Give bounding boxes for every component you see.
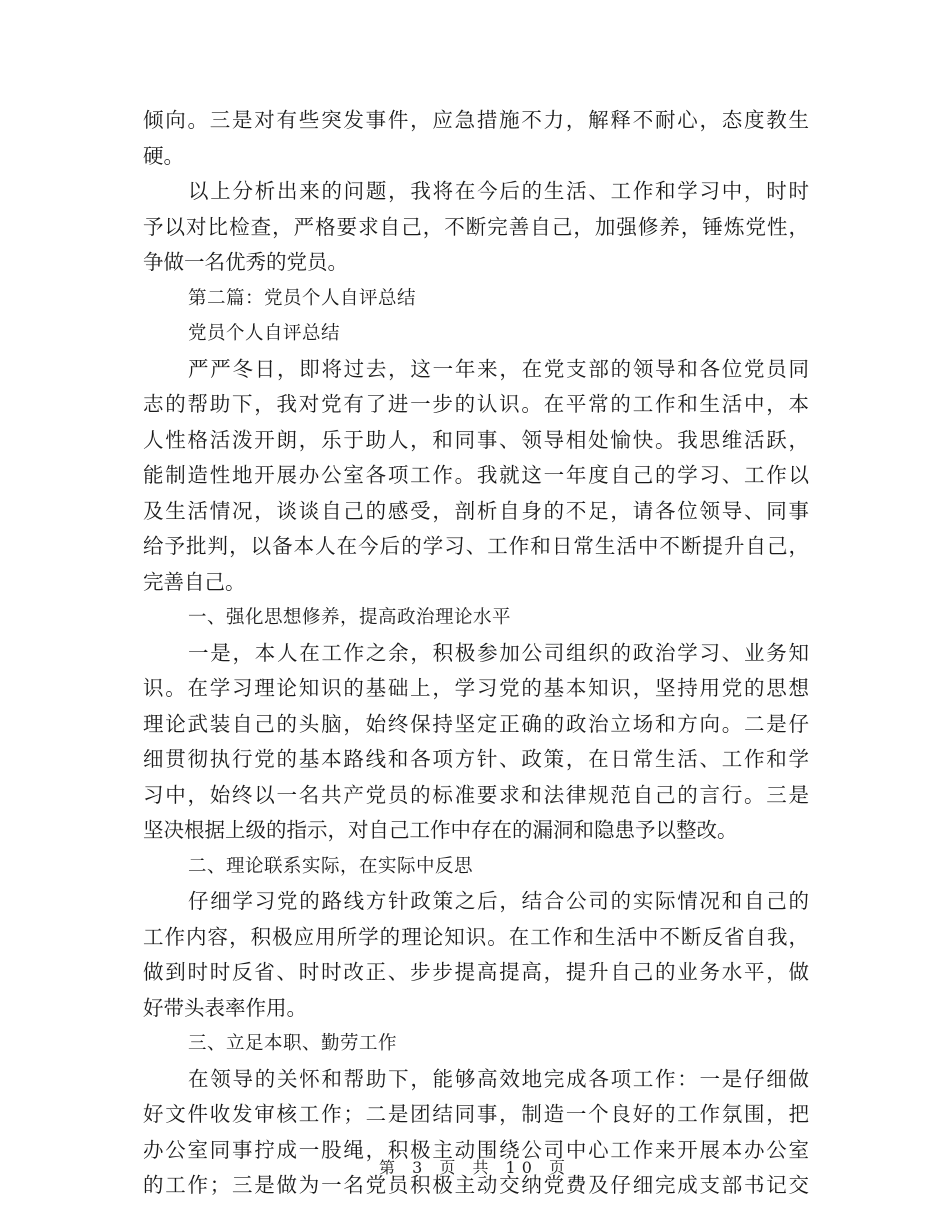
paragraph-line: 能制造性地开展办公室各项工作。我就这一年度自己的学习、工作以 <box>143 463 809 487</box>
paragraph-line: 以上分析出来的问题，我将在今后的生活、工作和学习中，时时 <box>188 179 809 203</box>
paragraph-line: 争做一名优秀的党员。 <box>143 250 348 274</box>
section-heading-line: 二、理论联系实际，在实际中反思 <box>188 855 474 877</box>
paragraph-line: 硬。 <box>143 143 184 168</box>
document-body <box>143 103 809 1204</box>
paragraph-line: 志的帮助下，我对党有了进一步的认识。在平常的工作和生活中，本 <box>143 392 809 416</box>
paragraph-line: 及生活情况，谈谈自己的感受，剖析自身的不足，请各位领导、同事 <box>143 498 809 523</box>
page-number-footer: 第 3 页 共 10 页 <box>379 1158 571 1177</box>
paragraph-line: 严严冬日，即将过去，这一年来，在党支部的领导和各位党员同 <box>188 356 809 381</box>
paragraph-line: 倾向。三是对有些突发事件，应急措施不力，解释不耐心，态度教生 <box>143 108 809 132</box>
paragraph-line: 予以对比检查，严格要求自己，不断完善自己，加强修养，锤炼党性， <box>143 214 809 239</box>
paragraph-line: 完善自己。 <box>143 569 246 594</box>
paragraph-line: 办公室同事拧成一股绳，积极主动围绕公司中心工作来开展本办公室 <box>143 1137 809 1162</box>
paragraph-line: 一是，本人在工作之余，积极参加公司组织的政治学习、业务知 <box>188 640 809 665</box>
paragraph-line: 坚决根据上级的指示，对自己工作中存在的漏洞和隐患予以整改。 <box>143 818 738 842</box>
paragraph-line: 仔细学习党的路线方针政策之后，结合公司的实际情况和自己的 <box>188 889 809 913</box>
paragraph-line: 好文件收发审核工作；二是团结同事，制造一个良好的工作氛围，把 <box>143 1102 809 1126</box>
paragraph-line: 细贯彻执行党的基本路线和各项方针、政策，在日常生活、工作和学 <box>143 747 809 771</box>
paragraph-line: 人性格活泼开朗，乐于助人，和同事、领导相处愉快。我思维活跃， <box>143 427 809 452</box>
section-heading-line: 三、立足本职、勤劳工作 <box>188 1033 398 1054</box>
section-heading-line: 党员个人自评总结 <box>188 323 341 344</box>
paragraph-line: 识。在学习理论知识的基础上，学习党的基本知识，坚持用党的思想 <box>143 676 809 700</box>
paragraph-line: 理论武装自己的头脑，始终保持坚定正确的政治立场和方向。二是仔 <box>143 711 809 736</box>
section-heading-line: 第二篇：党员个人自评总结 <box>188 287 417 309</box>
paragraph-line: 给予批判，以备本人在今后的学习、工作和日常生活中不断提升自己， <box>143 534 809 558</box>
paragraph-line: 做到时时反省、时时改正、步步提高提高，提升自己的业务水平，做 <box>143 960 809 984</box>
paragraph-line: 习中，始终以一名共产党员的标准要求和法律规范自己的言行。三是 <box>143 782 809 807</box>
paragraph-line: 的工作；三是做为一名党员积极主动交纳党费及仔细完成支部书记交 <box>143 1173 809 1197</box>
paragraph-line: 好带头表率作用。 <box>143 995 307 1020</box>
section-heading-line: 一、强化思想修养，提高政治理论水平 <box>188 607 512 628</box>
paragraph-line: 工作内容，积极应用所学的理论知识。在工作和生活中不断反省自我， <box>143 924 809 949</box>
paragraph-line: 在领导的关怀和帮助下，能够高效地完成各项工作：一是仔细做 <box>188 1066 809 1091</box>
